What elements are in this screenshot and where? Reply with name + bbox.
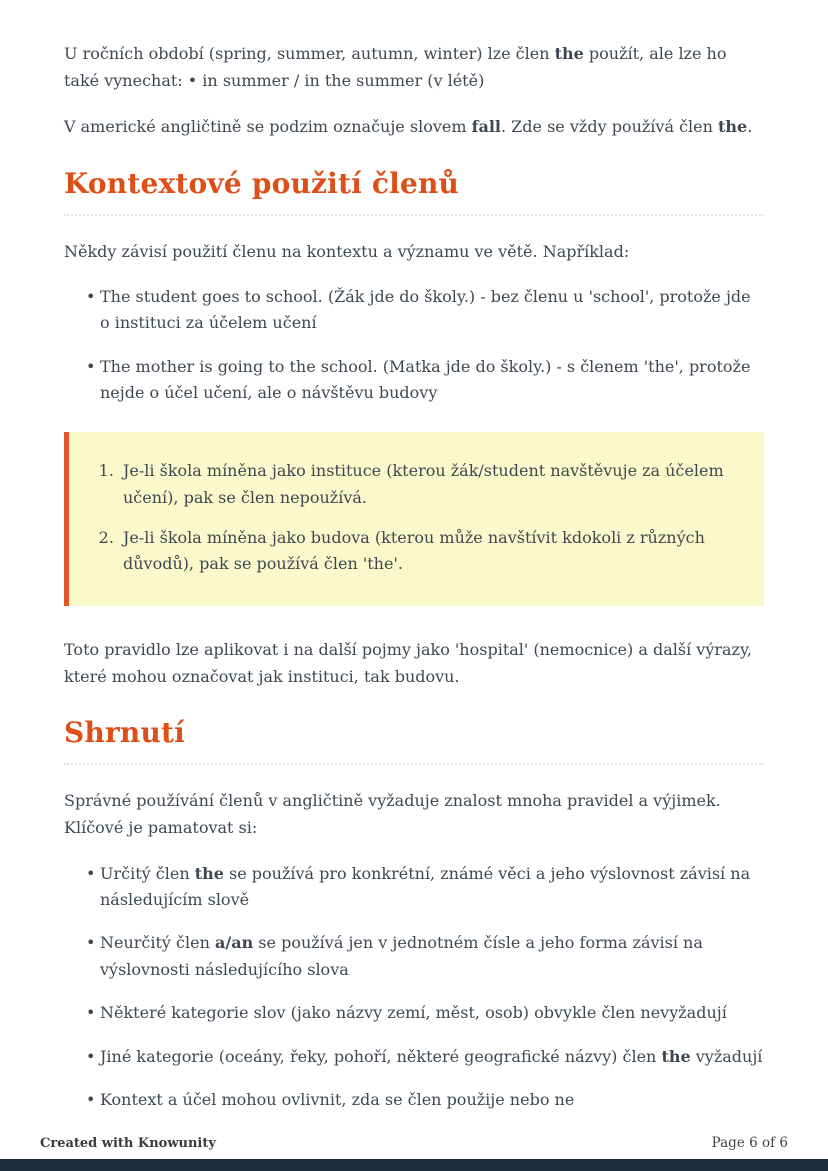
text-run: Je-li škola míněna jako budova (kterou může navštívit kdokoli z různých důvodů), pak se používá člen 'the'. xyxy=(123,528,705,574)
text-run: Toto pravidlo lze aplikovat i na další pojmy jako 'hospital' (nemocnice) a další výrazy, které mohou označovat jak instituci, tak budovu. xyxy=(64,639,752,687)
text-run: použít, ale lze ho také vynechat: • in summer / in the summer (v létě) xyxy=(64,44,727,91)
numbered-list xyxy=(119,458,734,578)
bold-text: the xyxy=(718,117,748,137)
bold-text: the xyxy=(194,863,224,883)
text-run: Kontext a účel mohou ovlivnit, zda se člen použije nebo ne xyxy=(100,1089,575,1109)
text-run: The mother is going to the school. (Matka jde do školy.) - s členem 'the', protože nejde o účel učení, ale o návštěvu budovy xyxy=(100,356,751,402)
paragraph xyxy=(64,787,764,841)
bold-text: fall xyxy=(471,117,501,137)
numbered-item xyxy=(119,458,734,511)
text-run: se používá jen v jednotném čísle a jeho forma závisí na výslovnosti následujícího slova xyxy=(100,933,703,979)
paragraph xyxy=(64,636,764,690)
page-content xyxy=(64,40,764,1130)
text-run: Je-li škola míněna jako instituce (kterou žák/student navštěvuje za účelem učení), pak se člen nepoužívá. xyxy=(123,461,724,507)
text-run: Určitý člen xyxy=(100,863,195,883)
bullet-list xyxy=(88,284,764,407)
callout-box xyxy=(64,432,764,606)
text-run: U ročních období (spring, summer, autumn, winter) lze člen xyxy=(64,44,555,63)
text-run: vyžadují xyxy=(690,1046,763,1066)
list-item xyxy=(88,1000,764,1026)
list-item xyxy=(88,1087,764,1113)
text-run: V americké angličtině se podzim označuje slovem xyxy=(64,117,472,137)
bottom-bar xyxy=(0,1159,828,1171)
list-item xyxy=(88,930,764,983)
text-run: Některé kategorie slov (jako názvy zemí, měst, osob) obvykle člen nevyžadují xyxy=(100,1003,727,1023)
text-run: Správné používání členů v angličtině vyžaduje znalost mnoha pravidel a výjimek. Klíčové je pamatovat si: xyxy=(64,791,721,838)
section-heading: Shrnutí xyxy=(64,716,764,765)
section-heading: Kontextové použití členů xyxy=(64,167,764,216)
bold-text: the xyxy=(554,44,584,63)
text-run: Někdy závisí použití členu na kontextu a významu ve větě. Například: xyxy=(64,241,630,261)
page-footer xyxy=(40,1135,788,1151)
text-run: The student goes to school. (Žák jde do školy.) - bez členu u 'school', protože jde o instituci za účelem učení xyxy=(100,286,751,333)
text-run: . Zde se vždy používá člen xyxy=(501,117,719,137)
text-run: Neurčitý člen xyxy=(100,933,215,953)
text-run: . xyxy=(747,117,753,137)
text-run: se používá pro konkrétní, známé věci a jeho výslovnost závisí na následujícím slově xyxy=(100,863,751,910)
bold-text: the xyxy=(661,1046,691,1066)
bullet-list xyxy=(88,861,764,1114)
list-item xyxy=(88,861,764,914)
numbered-item xyxy=(119,525,734,578)
page-number: Page 6 of 6 xyxy=(711,1135,788,1151)
paragraph xyxy=(64,40,764,94)
paragraph xyxy=(64,238,764,265)
paragraph xyxy=(64,113,764,140)
list-item xyxy=(88,1044,764,1070)
list-item xyxy=(88,354,764,407)
footer-branding: Created with Knowunity xyxy=(40,1136,216,1151)
list-item xyxy=(88,284,764,337)
text-run: Jiné kategorie (oceány, řeky, pohoří, některé geografické názvy) člen xyxy=(100,1046,662,1066)
bold-text: a/an xyxy=(215,933,254,953)
